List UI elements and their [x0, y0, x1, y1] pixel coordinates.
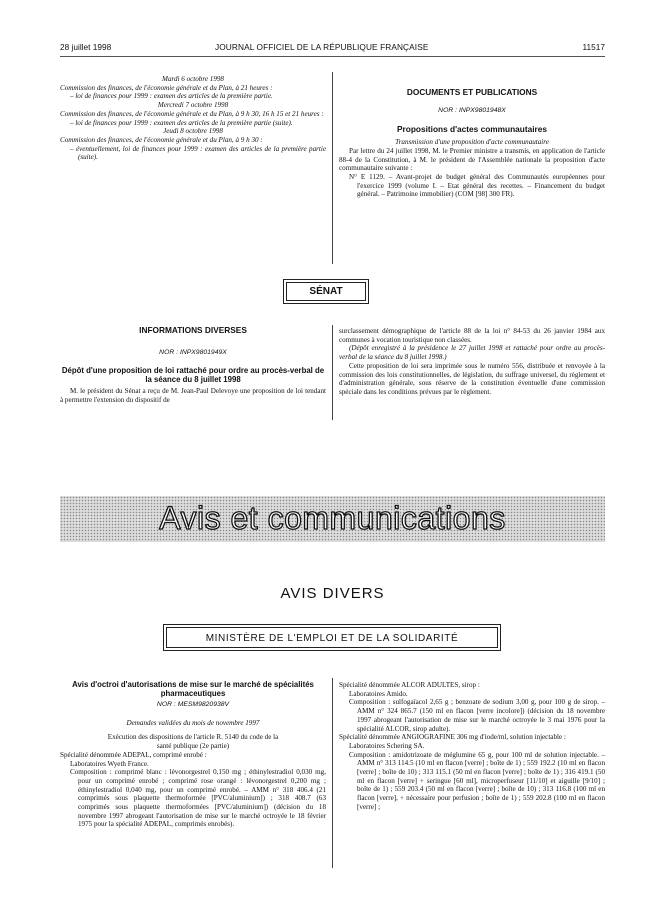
agenda-item: – éventuellement, loi de finances pour 1999 : examen des articles de la première partie (suite).: [70, 144, 326, 162]
column-divider: [332, 678, 333, 868]
agenda-commission: Commission des finances, de l'économie générale et du Plan, à 21 heures :: [60, 83, 273, 92]
documents-subheading: Propositions d'actes communautaires: [397, 124, 547, 135]
avis-divers-heading: AVIS DIVERS: [280, 585, 385, 602]
ministere-title: MINISTÈRE DE L'EMPLOI ET DE LA SOLIDARITÉ: [205, 633, 459, 644]
column-divider: [332, 325, 333, 420]
senat-heading: INFORMATIONS DIVERSES: [139, 325, 247, 335]
senat-nor: NOR : INPX9801949X: [159, 348, 227, 356]
senat-right-body-2: Cette proposition de loi sera imprimée sous le numéro 556, distribuée et renvoyée à la commission des lois constitutionnelles, de législation, du suffrage universel, du règlement et d'administration générale, sous réserve de la constitution éventuelle d'une commission spéciale dans les conditions prévues par le règlement.: [339, 361, 605, 396]
documents-heading: DOCUMENTS ET PUBLICATIONS: [406, 87, 538, 97]
spec-alcor: Spécialité dénommée ALCOR ADULTES, sirop :: [339, 681, 480, 689]
senat-badge: [286, 282, 366, 301]
banner: [60, 496, 605, 542]
documents-column: [339, 88, 605, 199]
agenda-item: – loi de finances pour 1999 : examen des articles de la première partie.: [70, 92, 273, 101]
senat-title: Dépôt d'une proposition de loi rattaché pour ordre au procès-verbal de la séance du 8 juillet 1998: [61, 366, 325, 385]
agenda-day: Mercredi 7 octobre 1998: [157, 101, 229, 110]
agenda-day: Mardi 6 octobre 1998: [162, 75, 224, 83]
senat-badge-label: SÉNAT: [309, 286, 343, 297]
lab-adepal: Laboratoires Wyeth France.: [70, 759, 149, 768]
lab-angiografine: Laboratoires Schering SA.: [349, 741, 425, 750]
senat-body: M. le président du Sénat a reçu de M. Jean-Paul Delevoye une proposition de loi tendant à permettre l'extension du dispositif de: [60, 387, 326, 405]
agenda-day: Jeudi 8 octobre 1998: [163, 127, 223, 136]
agenda-commission: Commission des finances, de l'économie générale et du Plan, à 9 h 30, 16 h 15 et 21 heures :: [60, 109, 324, 118]
avis-nor: NOR : MESM9820938V: [156, 701, 230, 708]
header-page-number: 11517: [582, 42, 605, 52]
agenda-column: [60, 75, 326, 162]
page-header: [60, 42, 605, 54]
documents-nor: NOR : INPX9801948X: [438, 106, 506, 114]
ministere-box: [166, 627, 498, 648]
agenda-item: – loi de finances pour 1999 : examen des articles de la première partie (suite).: [70, 118, 293, 127]
spec-angiografine: Spécialité dénommée ANGIOGRAFINE 306 mg d'iode/ml, solution injectable :: [339, 733, 566, 742]
senat-left-column: [60, 326, 326, 405]
documents-transmission: Transmission d'une proposition d'acte communautaire: [395, 138, 549, 147]
composition-angiografine: Composition : amidotrizoate de méglumine 65 g, pour 100 ml de solution injectable. – AMM n° 313 114.5 (10 ml en flacon [verre] ; boîte de 1) ; 559 192.2 (10 ml en flacon [verre] ; boîte de 10) ; 313 115.1 (50 ml en flacon [verre] ; boîte de 1) ; 316 419.1 (50 ml en flacon [verre] + seringue [60 ml], microperfuseur [11/10] et aiguille [9/10] ; boîte de 1) ; 559 203.4 (50 ml en flacon [verre] ; boîte de 10) ; 313 116.8 (100 ml en flacon [verre], + nécessaire pour perfusion ; boîte de 1) ; 559 202.8 (100 ml en flacon [verre] ;: [349, 750, 605, 811]
avis-left-column: [60, 680, 326, 829]
avis-right-column: [339, 681, 605, 812]
composition-alcor: Composition : sulfogaïacol 2,65 g ; benzoate de sodium 3,00 g, pour 100 g de sirop. – AMM n° 324 865.7 (150 ml en flacon [verre incolore]) (décision du 18 novembre 1997 abrogeant l'autorisation de mise sur le marché octroyée le 3 mai 1976 pour la spécialité ALCOR, sirop adulte).: [349, 698, 605, 733]
composition-adepal: Composition : comprimé blanc : lévonorgestrel 0,150 mg ; éthinylestradiol 0,030 mg, pour un comprimé enrobé ; comprimé rose orangé : lévonorgestrel 0,200 mg ; éthinylestradiol 0,040 mg, pour un comprimé enrobé. – AMM n° 318 406.4 (21 comprimés sous plaquette thermoformée [PVC/aluminium]) ; 318 408.7 (63 comprimés sous plaquette thermoformées [PVC/aluminium]) (décision du 18 novembre 1997 abrogeant l'autorisation de mise sur le marché octroyée le 18 février 1975 pour la spécialité ADEPAL, comprimés enrobés).: [70, 768, 326, 829]
lab-alcor: Laboratoires Amido.: [349, 689, 408, 698]
agenda-commission: Commission des finances, de l'économie générale et du Plan, à 9 h 30 :: [60, 135, 263, 144]
documents-body: Par lettre du 24 juillet 1998, M. le Premier ministre a transmis, en application de l'article 88-4 de la Constitution, à M. le président de l'Assemblée nationale la proposition d'acte communautaire suivante :: [339, 146, 605, 173]
documents-item: N° E 1129. – Avant-projet de budget général des Communautés européennes pour l'exercice 1999 (volume I. – Etat général des recettes. – Financement du budget général. – Patrimoine immobilier) (COM [98] 300 FR).: [349, 172, 605, 199]
avis-execution: Exécution des dispositions de l'article R. 5140 du code de la santé publique (2e partie): [107, 733, 279, 751]
spec-adepal: Spécialité dénommée ADEPAL, comprimé enrobé :: [60, 750, 207, 759]
avis-subtitle: Demandes validées du mois de novembre 1997: [126, 718, 260, 727]
senat-right-body: surclassement démographique de l'article 88 de la loi n° 84-53 du 26 janvier 1984 aux communes à vocation touristique non classées.: [339, 327, 605, 344]
senat-right-note: (Dépôt enregistré à la présidence le 27 juillet 1998 et rattaché pour ordre au procès-verbal de la séance du 8 juillet 1998.): [339, 344, 605, 362]
header-rule: [60, 56, 605, 57]
senat-right-column: [339, 327, 605, 397]
banner-title: Avis et communications: [159, 500, 506, 536]
avis-title: Avis d'octroi d'autorisations de mise sur le marché de spécialités pharmaceutiques: [72, 680, 314, 698]
header-title: JOURNAL OFFICIEL DE LA RÉPUBLIQUE FRANÇAISE: [215, 42, 429, 52]
header-date: 28 juillet 1998: [60, 42, 112, 52]
column-divider: [332, 72, 333, 264]
